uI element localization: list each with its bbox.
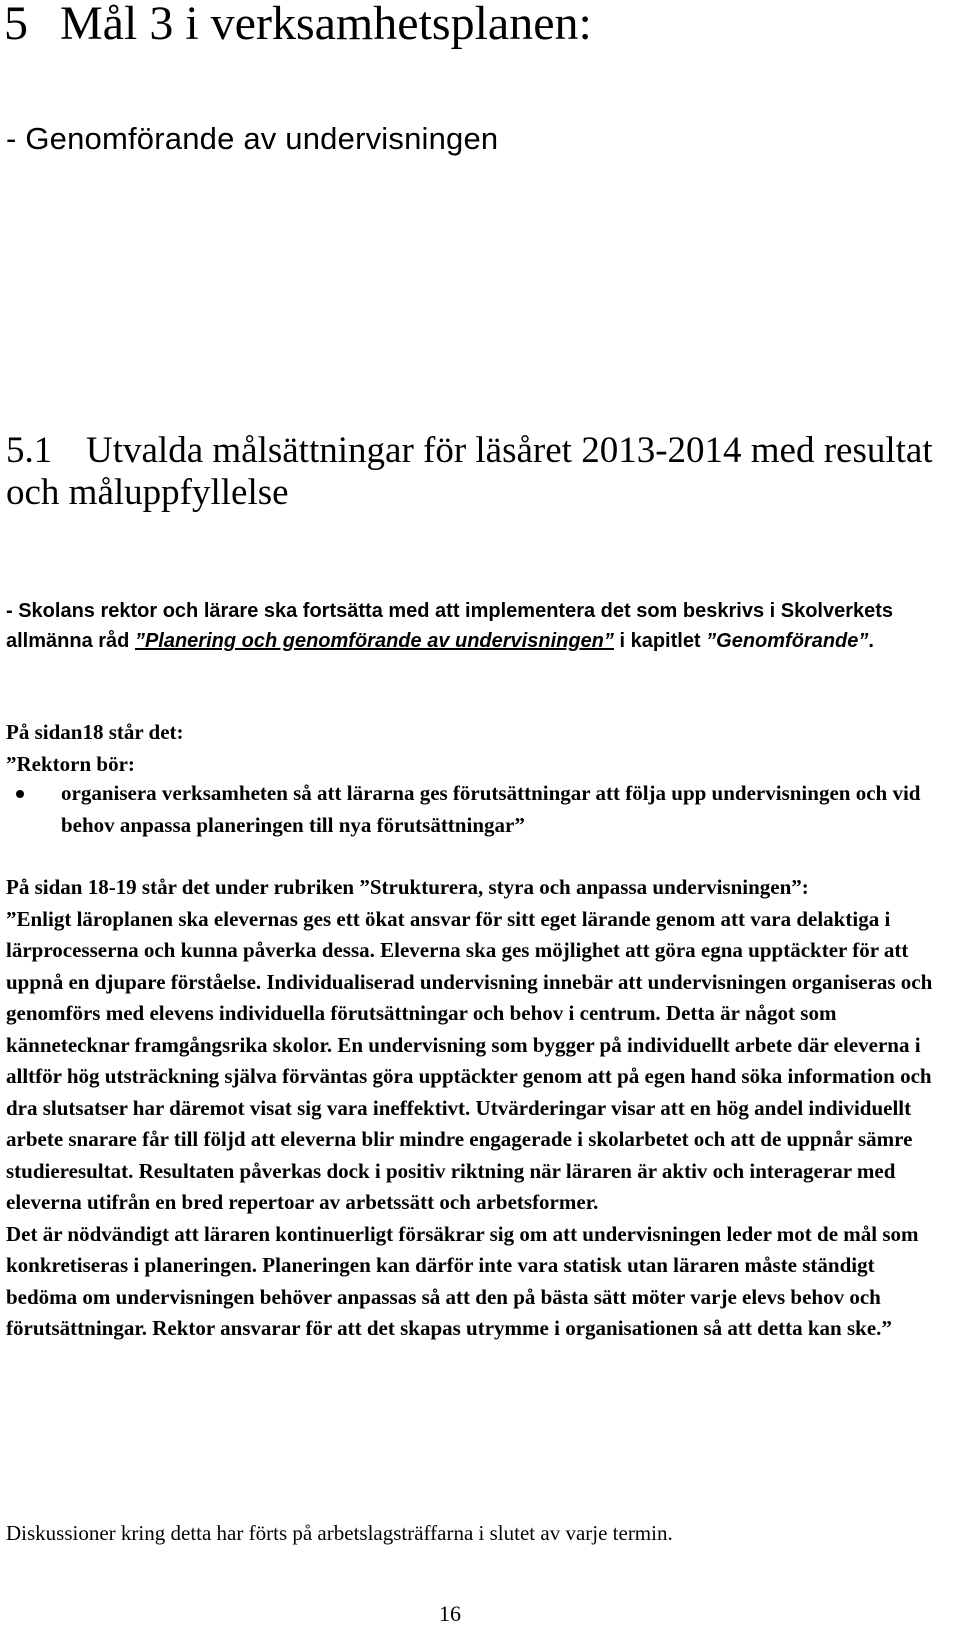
referenced-publication-title: ”Planering och genomförande av undervisningen” [134, 630, 614, 652]
bullet-text: organisera verksamheten så att lärarna ges förutsättningar att följa upp undervisningen och vid behov anpassa planeringen till nya förutsättningar” [61, 781, 921, 837]
referenced-chapter-title: ”Genomförande” [706, 630, 869, 652]
bullet-icon [6, 778, 61, 841]
goal-statement [6, 596, 946, 656]
quote-paragraph-1: ”Enligt läroplanen ska elevernas ges ett ökat ansvar för sitt eget lärande genom att vara delaktiga i lärprocesserna och kunna påverka dessa. Eleverna ska ges möjlighet att göra egna upptäckter för att uppnå en djupare förståelse. Individualiserad undervisning innebär att undervisningen organiseras och genomförs med elevens individuella förutsättningar och behov i centrum. Detta är något som kännetecknar framgångsrika skolor. En undervisning som bygger på individuellt arbete där eleverna i alltför hög utsträckning själva förväntas göra upptäckter genom att på egen hand söka information och dra slutsatser har däremot visat sig vara ineffektivt. Utvärderingar visar att en hög andel individuellt arbete snarare får till följd att eleverna blir mindre engagerade i skolarbetet och att de uppnår sämre studieresultat. Resultaten påverkas dock i positiv riktning när läraren är aktiv och interagerar med eleverna utifrån en bred repertoar av arbetssätt och arbetsformer. [6, 906, 933, 1214]
list-item [6, 778, 951, 841]
chapter-heading [4, 0, 592, 48]
chapter-number: 5 [4, 0, 28, 50]
section-heading [6, 430, 946, 514]
page18-quote [6, 717, 951, 780]
section-title: Utvalda målsättningar för läsåret 2013-2014 med resultat och måluppfyllelse [6, 430, 933, 513]
page18-intro-line: På sidan18 står det: [6, 720, 184, 744]
closing-statement: Diskussioner kring detta har förts på arbetslagsträffarna i slutet av varje termin. [6, 1521, 673, 1545]
goal-text-part1: - Skolans rektor och lärare ska fortsätta med att implementera det som beskrivs i Skolverkets allmänna råd [6, 600, 894, 652]
page18-19-quote [6, 872, 951, 1345]
section-number: 5.1 [6, 430, 53, 471]
chapter-subtitle: - Genomförande av undervisningen [6, 121, 499, 156]
page18-quote-start: ”Rektorn bör: [6, 751, 135, 776]
chapter-title: Mål 3 i verksamhetsplanen: [60, 0, 592, 50]
page-number: 16 [439, 1601, 461, 1626]
goal-text-end: . [868, 630, 874, 652]
bullet-list [6, 778, 951, 841]
quote-paragraph-2: Det är nödvändigt att läraren kontinuerligt försäkrar sig om att undervisningen leder mot de mål som konkretiseras i planeringen. Planeringen kan därför inte vara statisk utan läraren måste ständigt bedöma om undervisningen behöver anpassas så att den på bästa sätt möter varje elevs behov och förutsättningar. Rektor ansvarar för att det skapas utrymme i organisationen så att detta kan ske.” [6, 1221, 919, 1340]
goal-text-part2: i kapitlet [613, 630, 707, 652]
page18-19-intro-line: På sidan 18-19 står det under rubriken ”Strukturera, styra och anpassa undervisningen”: [6, 875, 809, 899]
